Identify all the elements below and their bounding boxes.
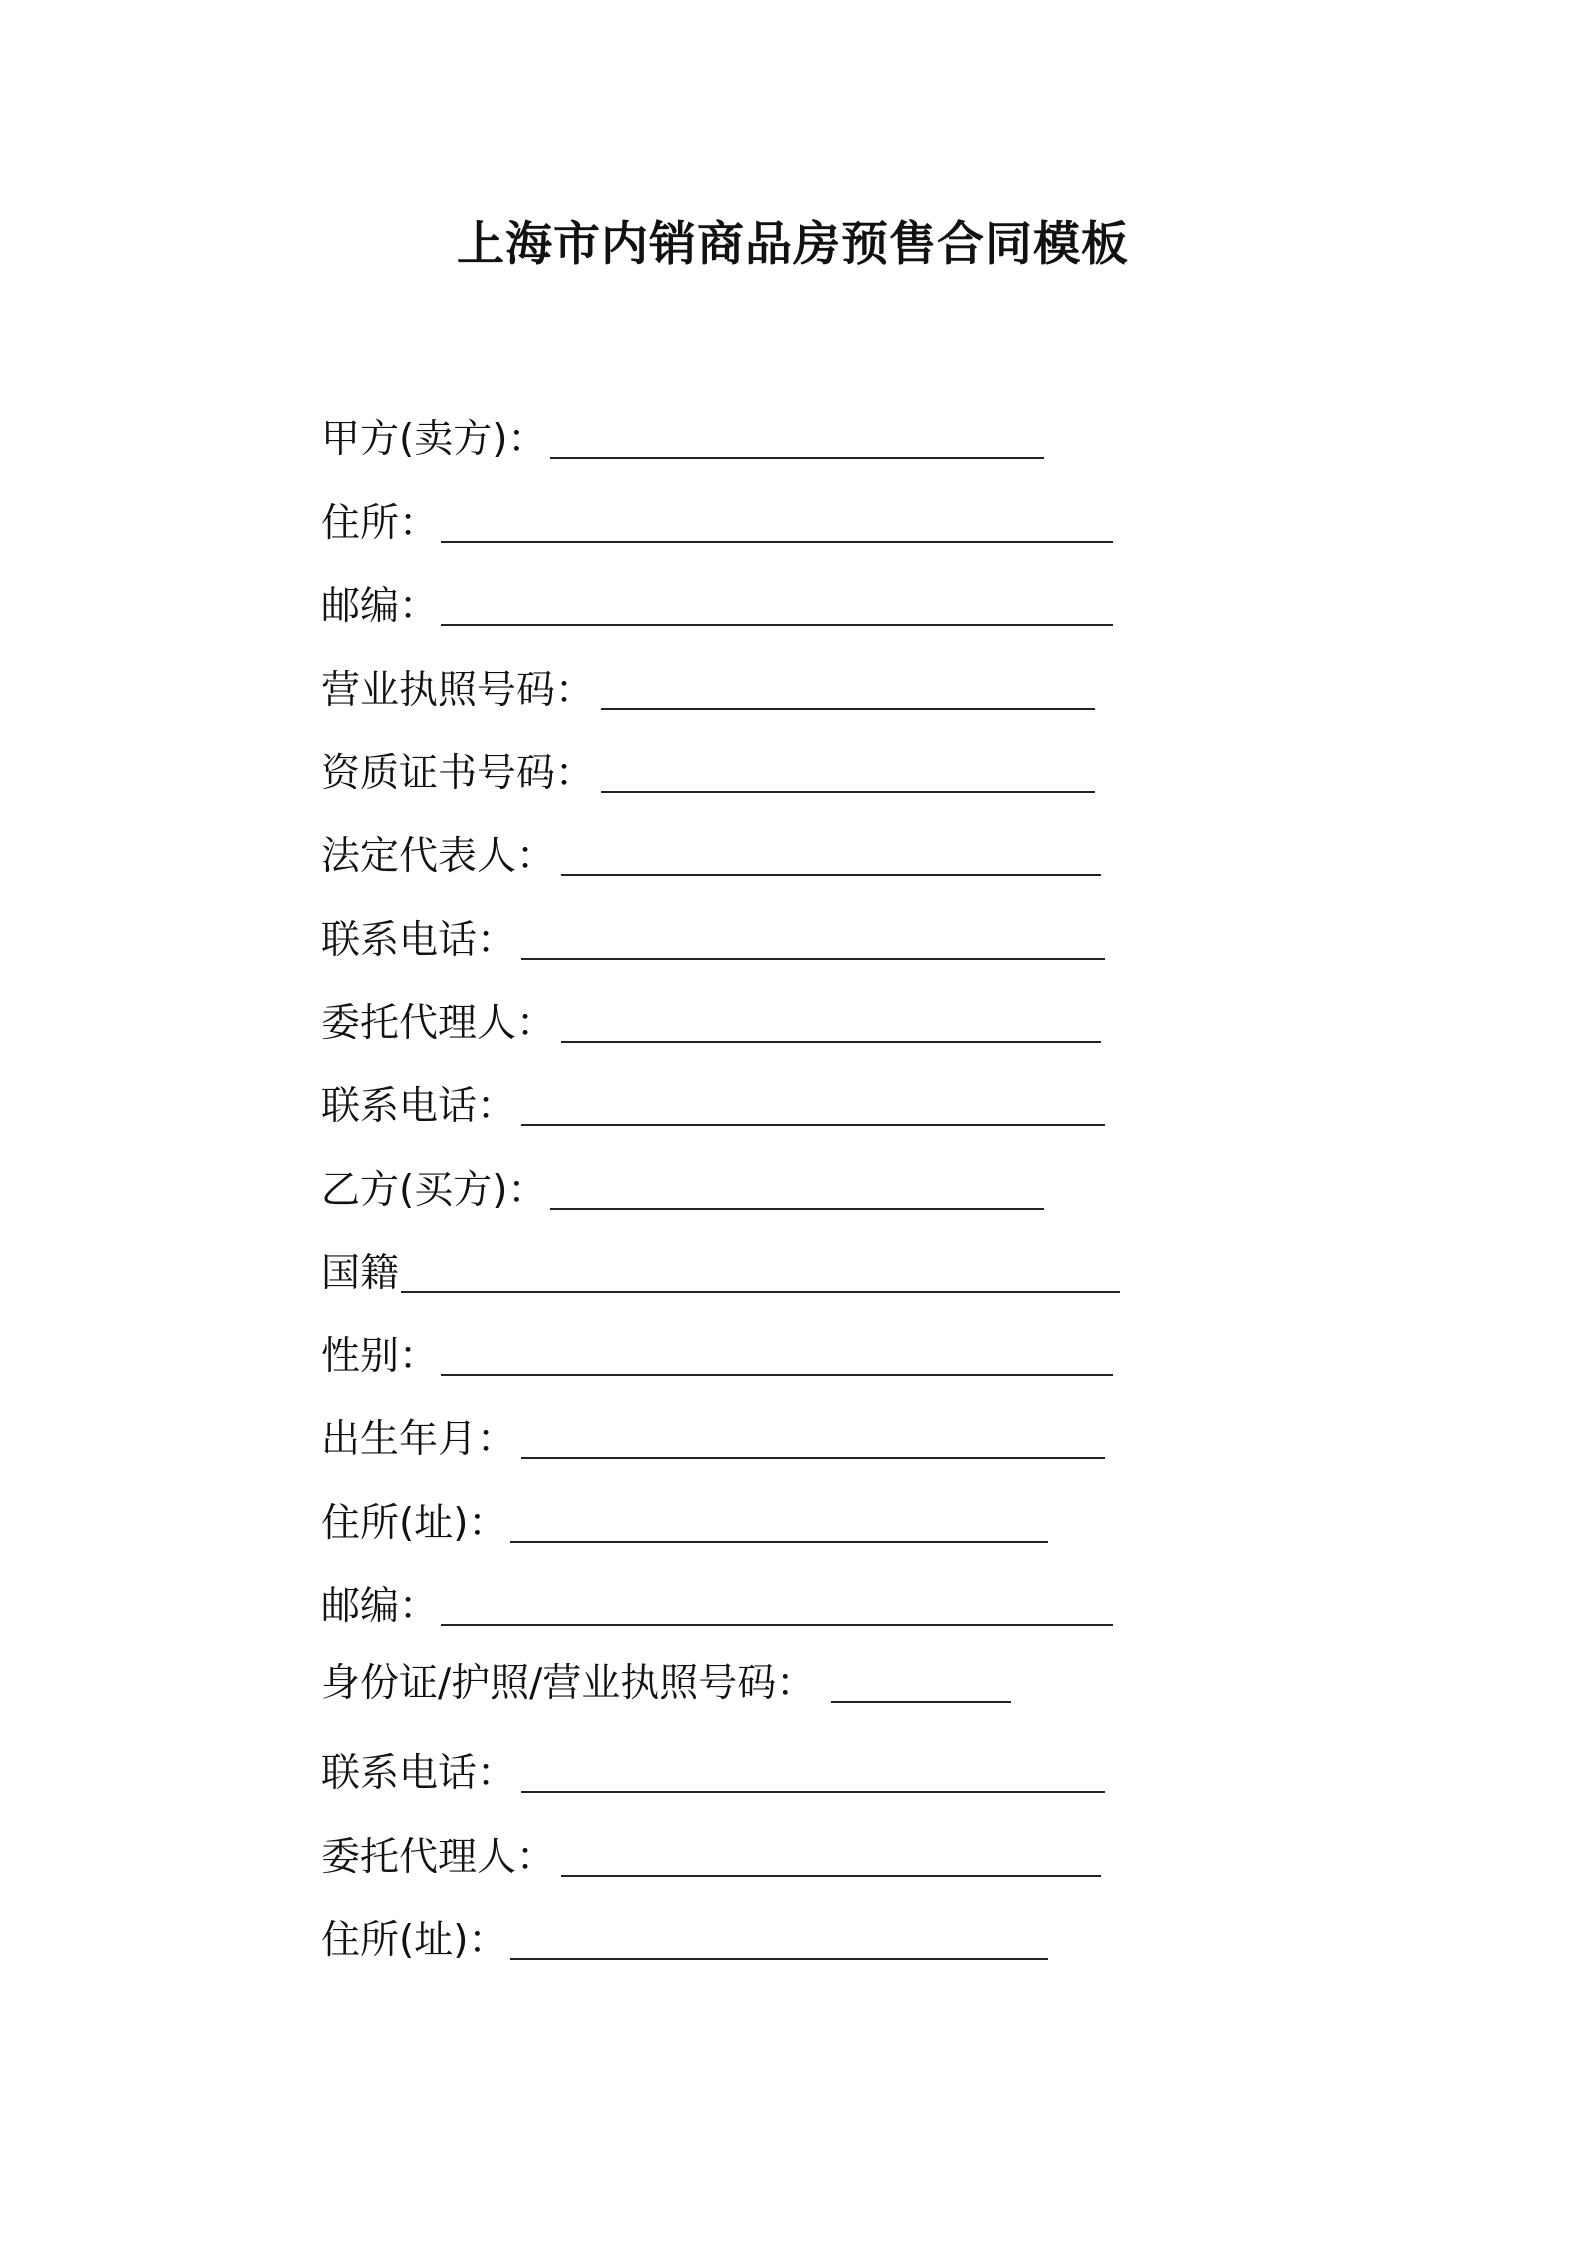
field-seller-agent-blank[interactable] — [561, 1041, 1101, 1043]
field-buyer-address-blank[interactable] — [510, 1541, 1048, 1543]
field-seller-agent-phone-blank[interactable] — [521, 1124, 1105, 1126]
field-buyer-phone-blank[interactable] — [521, 1791, 1105, 1793]
field-seller-name-blank[interactable] — [550, 457, 1044, 459]
field-seller-agent-phone-label: 联系电话： — [321, 1084, 517, 1129]
field-seller-agent-label: 委托代理人： — [321, 1001, 556, 1046]
field-seller-postcode-blank[interactable] — [441, 624, 1113, 626]
field-buyer-agent-address-label: 住所(址)： — [321, 1918, 508, 1963]
field-buyer-phone-label: 联系电话： — [321, 1751, 517, 1796]
field-business-license-label: 营业执照号码： — [321, 668, 595, 713]
field-gender-label: 性别： — [321, 1334, 439, 1379]
field-buyer-postcode-label: 邮编： — [321, 1584, 439, 1629]
field-id-number-label: 身份证/护照/营业执照号码： — [321, 1661, 816, 1706]
field-nationality-blank[interactable] — [401, 1291, 1120, 1293]
field-buyer-address-label: 住所(址)： — [321, 1501, 508, 1546]
field-buyer-agent-address-blank[interactable] — [510, 1958, 1048, 1960]
field-seller-postcode-label: 邮编： — [321, 584, 439, 629]
field-legal-rep-blank[interactable] — [561, 874, 1101, 876]
field-buyer-agent-label: 委托代理人： — [321, 1835, 556, 1880]
field-id-number-blank[interactable] — [831, 1701, 1011, 1703]
field-qualification-cert-label: 资质证书号码： — [321, 751, 595, 796]
field-birth-date-label: 出生年月： — [321, 1417, 517, 1462]
field-legal-rep-label: 法定代表人： — [321, 834, 556, 879]
field-buyer-agent-blank[interactable] — [561, 1875, 1101, 1877]
field-seller-address-label: 住所： — [321, 501, 439, 546]
field-buyer-postcode-blank[interactable] — [441, 1624, 1113, 1626]
field-qualification-cert-blank[interactable] — [601, 791, 1095, 793]
field-seller-name-label: 甲方(卖方)： — [321, 417, 547, 462]
document-title: 上海市内销商品房预售合同模板 — [457, 217, 1129, 272]
field-business-license-blank[interactable] — [601, 708, 1095, 710]
field-gender-blank[interactable] — [441, 1374, 1113, 1376]
field-seller-address-blank[interactable] — [441, 541, 1113, 543]
field-buyer-name-label: 乙方(买方)： — [321, 1168, 547, 1213]
field-birth-date-blank[interactable] — [521, 1457, 1105, 1459]
field-seller-phone-label: 联系电话： — [321, 918, 517, 963]
field-buyer-name-blank[interactable] — [550, 1208, 1044, 1210]
field-seller-phone-blank[interactable] — [521, 958, 1105, 960]
field-nationality-label: 国籍 — [321, 1251, 400, 1296]
